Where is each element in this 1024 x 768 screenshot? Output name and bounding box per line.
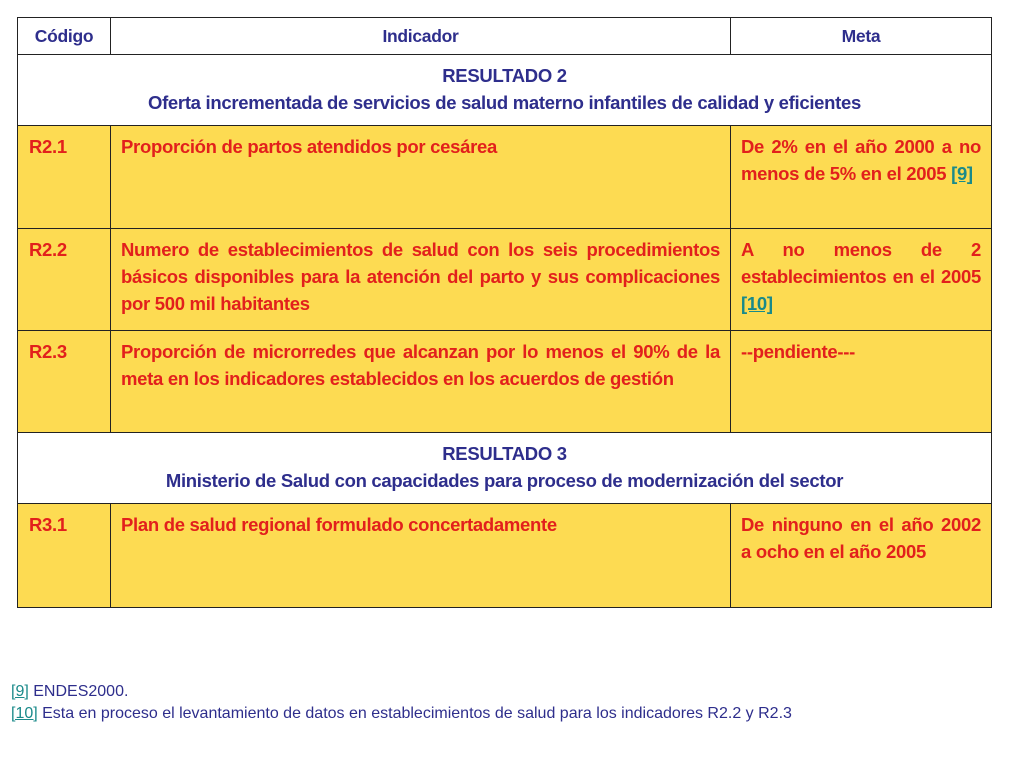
table-row-r2-1: [18, 126, 992, 229]
header-code: Código: [18, 18, 111, 55]
footnote-link-9[interactable]: [9]: [951, 163, 973, 184]
header-indicator: Indicador: [111, 18, 731, 55]
section-subtitle: Ministerio de Salud con capacidades para proceso de modernización del sector: [165, 470, 844, 491]
row-goal: [731, 229, 992, 331]
row-code: R2.2: [18, 229, 111, 331]
footnote-text: ENDES2000.: [28, 683, 129, 700]
header-goal: Meta: [731, 18, 992, 55]
row-indicator: Numero de establecimientos de salud con los seis procedimientos básicos disponibles para la atención del parto y sus complicaciones por 500 mil habitantes: [111, 229, 731, 331]
footnote-9: [11, 681, 792, 703]
section-heading: [18, 433, 992, 504]
row-goal: De ninguno en el año 2002 a ocho en el año 2005: [731, 504, 992, 608]
row-indicator: Plan de salud regional formulado concertadamente: [111, 504, 731, 608]
row-code: R2.1: [18, 126, 111, 229]
footnote-text: Esta en proceso el levantamiento de datos en establecimientos de salud para los indicadores R2.2 y R2.3: [37, 705, 792, 722]
row-indicator: Proporción de microrredes que alcanzan por lo menos el 90% de la meta en los indicadores establecidos en los acuerdos de gestión: [111, 331, 731, 433]
header-row: [18, 18, 992, 55]
goal-text: De 2% en el año 2000 a no menos de 5% en el 2005: [741, 136, 981, 184]
section-subtitle: Oferta incrementada de servicios de salud materno infantiles de calidad y eficientes: [147, 92, 861, 113]
indicators-table: [17, 17, 992, 608]
row-goal: [731, 126, 992, 229]
goal-text: A no menos de 2 establecimientos en el 2005: [741, 239, 981, 287]
section-heading: [18, 55, 992, 126]
footnotes: [11, 681, 792, 725]
footnote-ref-10[interactable]: [10]: [11, 705, 38, 722]
row-indicator: Proporción de partos atendidos por cesárea: [111, 126, 731, 229]
section-row-resultado-3: [18, 433, 992, 504]
footnote-link-10[interactable]: [10]: [741, 293, 773, 314]
section-title: RESULTADO 2: [442, 65, 567, 86]
footnote-ref-9[interactable]: [9]: [11, 683, 29, 700]
table-row-r2-2: [18, 229, 992, 331]
table-row-r2-3: [18, 331, 992, 433]
section-row-resultado-2: [18, 55, 992, 126]
row-code: R3.1: [18, 504, 111, 608]
row-goal: --pendiente---: [731, 331, 992, 433]
row-code: R2.3: [18, 331, 111, 433]
section-title: RESULTADO 3: [442, 443, 567, 464]
table-row-r3-1: [18, 504, 992, 608]
footnote-10: [11, 703, 792, 725]
